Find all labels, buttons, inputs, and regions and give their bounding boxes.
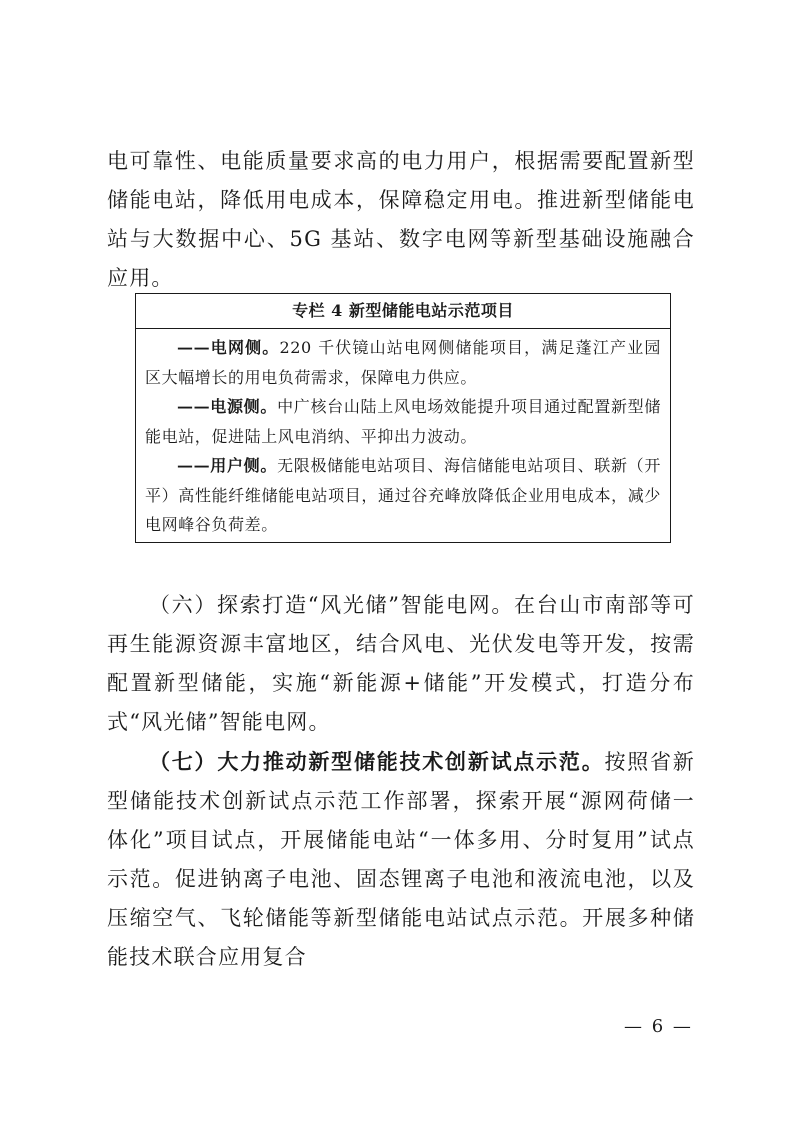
box-item-label: ——电源侧。 <box>177 397 278 416</box>
special-column-box <box>135 293 671 543</box>
box-item-grid-side <box>145 333 661 392</box>
section-6-paragraph <box>107 586 695 742</box>
box-body <box>136 329 670 540</box>
box-title: 专栏 4 新型储能电站示范项目 <box>136 294 670 329</box>
intro-paragraph: 电可靠性、电能质量要求高的电力用户，根据需要配置新型储能电站，降低用电成本，保障稳定用电。推进新型储能电站与大数据中心、5G 基站、数字电网等新型基础设施融合应用。 <box>107 149 695 290</box>
section-7-text: 按照省新型储能技术创新试点示范工作部署，探索开展“源网荷储一体化”项目试点，开展储能电站“一体多用、分时复用”试点示范。促进钠离子电池、固态锂离子电池和液流电池，以及压缩空气、飞轮储能等新型储能电站试点示范。开展多种储能技术联合应用复合 <box>107 750 695 969</box>
box-item-source-side <box>145 392 661 451</box>
page-number: — 6 — <box>624 1016 693 1037</box>
box-item-label: ——电网侧。 <box>177 338 280 357</box>
box-item-text: 无限极储能电站项目、海信储能电站项目、联新（开平）高性能纤维储能电站项目，通过谷充峰放降低企业用电成本，减少电网峰谷负荷差。 <box>145 456 661 534</box>
box-item-label: ——用户侧。 <box>177 456 278 475</box>
section-6-heading: （六）探索打造“风光储”智能电网。 <box>149 593 515 617</box>
section-7-paragraph <box>107 742 695 977</box>
box-item-text: 中广核台山陆上风电场效能提升项目通过配置新型储能电站，促进陆上风电消纳、平抑出力波动。 <box>145 397 661 446</box>
box-item-text: 220 千伏镜山站电网侧储能项目，满足蓬江产业园区大幅增长的用电负荷需求，保障电力供应。 <box>145 338 661 387</box>
section-7-heading: （七）大力推动新型储能技术创新试点示范。 <box>149 749 605 774</box>
section-6-text: 在台山市南部等可再生能源资源丰富地区，结合风电、光伏发电等开发，按需配置新型储能，实施“新能源+储能”开发模式，打造分布式“风光储”智能电网。 <box>107 593 695 734</box>
box-item-user-side <box>145 451 661 540</box>
